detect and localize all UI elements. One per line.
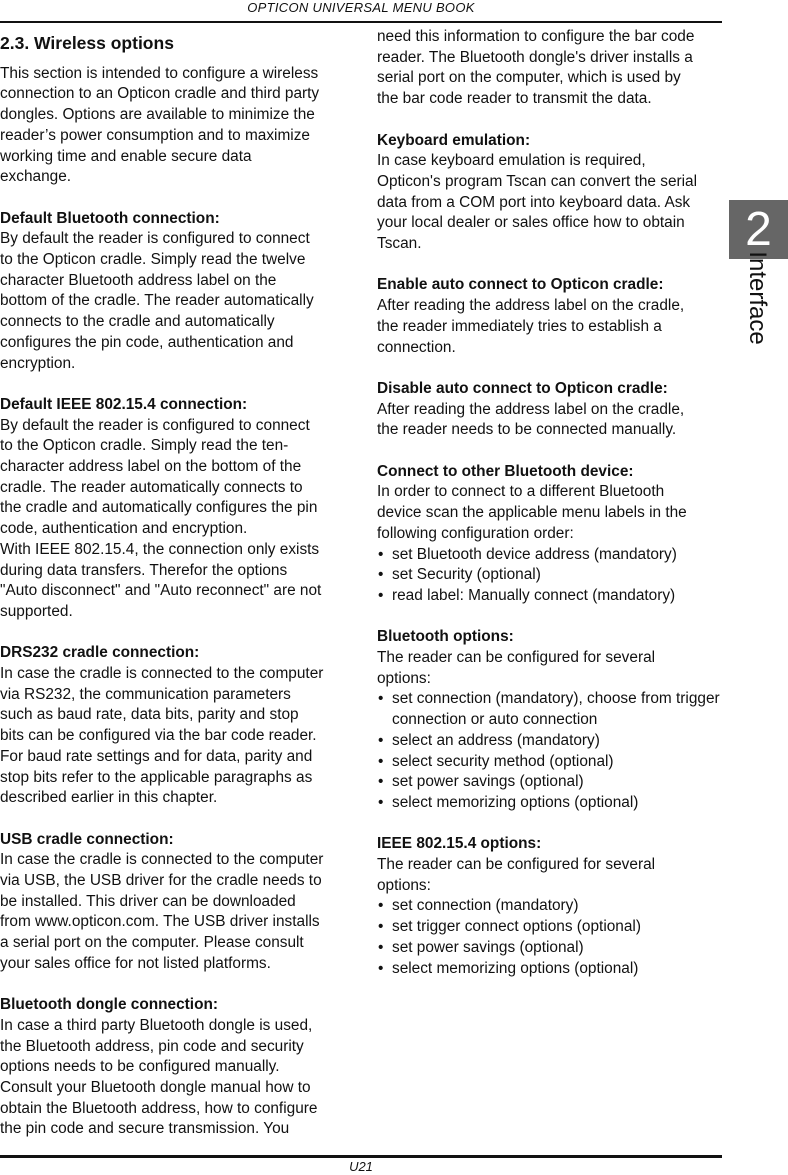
text-line: In case keyboard emulation is required, (377, 152, 646, 170)
text-line: character Bluetooth address label on the (0, 271, 277, 289)
text-line: Opticon's program Tscan can convert the serial (377, 172, 698, 190)
list-item: • select memorizing options (optional) (377, 959, 725, 980)
text-line: serial port on the computer, which is used by (377, 69, 681, 87)
text-line: via RS232, the communication parameters (0, 685, 291, 703)
text-line: "Auto disconnect" and "Auto reconnect" are not (0, 582, 322, 600)
heading-bluetooth-dongle: Bluetooth dongle connection: (0, 996, 219, 1014)
heading-usb: USB cradle connection: (0, 830, 174, 848)
paragraph-default-ieee (0, 416, 348, 623)
paragraph-dongle-continued (377, 27, 725, 110)
text-line: By default the reader is configured to connect (0, 416, 310, 434)
list-bluetooth-options (377, 689, 725, 813)
text-line: supported. (0, 602, 73, 620)
text-line: the pin code and secure transmission. You (0, 1120, 290, 1138)
paragraph-disable-auto-connect (377, 400, 725, 441)
list-item: • select an address (mandatory) (377, 731, 725, 752)
list-item: • set connection (mandatory), choose from trigger connection or auto connection (377, 689, 725, 730)
paragraph-bluetooth-options (377, 648, 725, 689)
list-item: • set power savings (optional) (377, 772, 725, 793)
list-connect-other-device (377, 545, 725, 607)
text-line: the Bluetooth address, pin code and security (0, 1037, 304, 1055)
text-line: data from a COM port into keyboard data. Ask (377, 193, 691, 211)
text-line: reader’s power consumption and to maximize (0, 126, 310, 144)
page-number: U21 (349, 1159, 373, 1174)
text-line: configures the pin code, authentication and (0, 333, 294, 351)
paragraph-drs232 (0, 664, 348, 809)
text-line: After reading the address label on the cradle, (377, 400, 685, 418)
text-line: options: (377, 669, 431, 687)
heading-keyboard-emulation: Keyboard emulation: (377, 131, 531, 149)
text-line: code, authentication and encryption. (0, 520, 248, 538)
paragraph-ieee-options (377, 855, 725, 896)
text-line: need this information to configure the bar code (377, 28, 695, 45)
chapter-number-tab: 2 (729, 200, 788, 259)
list-item: • set connection (mandatory) (377, 896, 725, 917)
text-line: device scan the applicable menu labels in the (377, 504, 687, 522)
heading-ieee-options: IEEE 802.15.4 options: (377, 835, 542, 853)
paragraph-connect-other-device (377, 482, 725, 544)
text-line: The reader can be configured for several (377, 856, 656, 874)
text-line: In case a third party Bluetooth dongle is used, (0, 1016, 313, 1034)
heading-disable-auto-connect: Disable auto connect to Opticon cradle: (377, 379, 668, 397)
text-line: For baud rate settings and for data, parity and (0, 747, 313, 765)
text-line: options: (377, 876, 431, 894)
heading-drs232: DRS232 cradle connection: (0, 644, 200, 662)
text-line: The reader can be configured for several (377, 649, 656, 667)
footer-rule (0, 1155, 722, 1158)
list-item: • set Security (optional) (377, 565, 725, 586)
text-line: In case the cradle is connected to the computer (0, 851, 324, 869)
chapter-label: Interface (744, 251, 771, 345)
text-line: bits can be configured via the bar code reader. (0, 727, 317, 745)
right-column (377, 27, 725, 979)
text-line: a serial port on the computer. Please consult (0, 934, 304, 952)
text-line: reader. The Bluetooth dongle's driver installs a (377, 48, 693, 66)
paragraph-default-bluetooth (0, 229, 348, 374)
text-line: This section is intended to configure a wireless (0, 64, 319, 82)
list-item: • select security method (optional) (377, 752, 725, 773)
text-line: connects to the cradle and automatically (0, 313, 275, 331)
heading-default-ieee: Default IEEE 802.15.4 connection: (0, 395, 248, 413)
text-line: encryption. (0, 354, 76, 372)
text-line: the bar code reader to transmit the data. (377, 90, 652, 108)
text-line: Tscan. (377, 235, 422, 253)
text-line: your local dealer or sales office how to obtain (377, 214, 685, 232)
list-ieee-options (377, 896, 725, 979)
text-line: By default the reader is configured to connect (0, 230, 310, 248)
heading-connect-other-device: Connect to other Bluetooth device: (377, 462, 634, 480)
text-line: connection to an Opticon cradle and third party (0, 85, 320, 103)
text-line: After reading the address label on the cradle, (377, 297, 685, 315)
text-line: the reader needs to be connected manually. (377, 421, 677, 439)
text-line: from www.opticon.com. The USB driver installs (0, 913, 320, 931)
text-line: In case the cradle is connected to the computer (0, 665, 324, 683)
paragraph-bluetooth-dongle (0, 1016, 348, 1140)
intro-paragraph (0, 64, 348, 188)
paragraph-usb (0, 850, 348, 974)
text-line: working time and enable secure data (0, 147, 252, 165)
left-column (0, 27, 348, 1140)
text-line: the cradle and automatically configures the pin (0, 499, 318, 517)
text-line: options needs to be configured manually. (0, 1058, 280, 1076)
text-line: via USB, the USB driver for the cradle needs to (0, 872, 322, 890)
header-rule (0, 21, 722, 23)
text-line: described earlier in this chapter. (0, 789, 218, 807)
text-line: following configuration order: (377, 524, 574, 542)
text-line: character address label on the bottom of the (0, 458, 302, 476)
text-line: obtain the Bluetooth address, how to configure (0, 1099, 318, 1117)
running-header: OPTICON UNIVERSAL MENU BOOK (247, 0, 475, 15)
text-line: connection. (377, 338, 456, 356)
heading-default-bluetooth: Default Bluetooth connection: (0, 209, 220, 227)
text-line: cradle. The reader automatically connects to (0, 478, 303, 496)
section-title: 2.3. Wireless options (0, 33, 174, 53)
heading-bluetooth-options: Bluetooth options: (377, 628, 514, 646)
text-line: bottom of the cradle. The reader automatically (0, 292, 314, 310)
list-item: • set trigger connect options (optional) (377, 917, 725, 938)
text-line: With IEEE 802.15.4, the connection only exists (0, 540, 320, 558)
text-line: to the Opticon cradle. Simply read the twelve (0, 251, 306, 269)
list-item: • select memorizing options (optional) (377, 793, 725, 814)
text-line: dongles. Options are available to minimize the (0, 106, 315, 124)
text-line: during data transfers. Therefor the options (0, 561, 288, 579)
list-item: • read label: Manually connect (mandatory) (377, 586, 725, 607)
text-line: exchange. (0, 168, 72, 186)
list-item: • set power savings (optional) (377, 938, 725, 959)
text-line: stop bits refer to the applicable paragraphs as (0, 768, 313, 786)
text-line: In order to connect to a different Bluetooth (377, 483, 665, 501)
list-item: • set Bluetooth device address (mandatory) (377, 545, 725, 566)
paragraph-enable-auto-connect (377, 296, 725, 358)
text-line: to the Opticon cradle. Simply read the ten- (0, 437, 289, 455)
text-line: the reader immediately tries to establish a (377, 317, 662, 335)
heading-enable-auto-connect: Enable auto connect to Opticon cradle: (377, 276, 664, 294)
paragraph-keyboard-emulation (377, 151, 725, 255)
text-line: such as baud rate, data bits, parity and stop (0, 706, 299, 724)
text-line: be installed. This driver can be downloaded (0, 892, 296, 910)
text-line: Consult your Bluetooth dongle manual how to (0, 1079, 311, 1097)
text-line: your sales office for not listed platforms. (0, 954, 271, 972)
